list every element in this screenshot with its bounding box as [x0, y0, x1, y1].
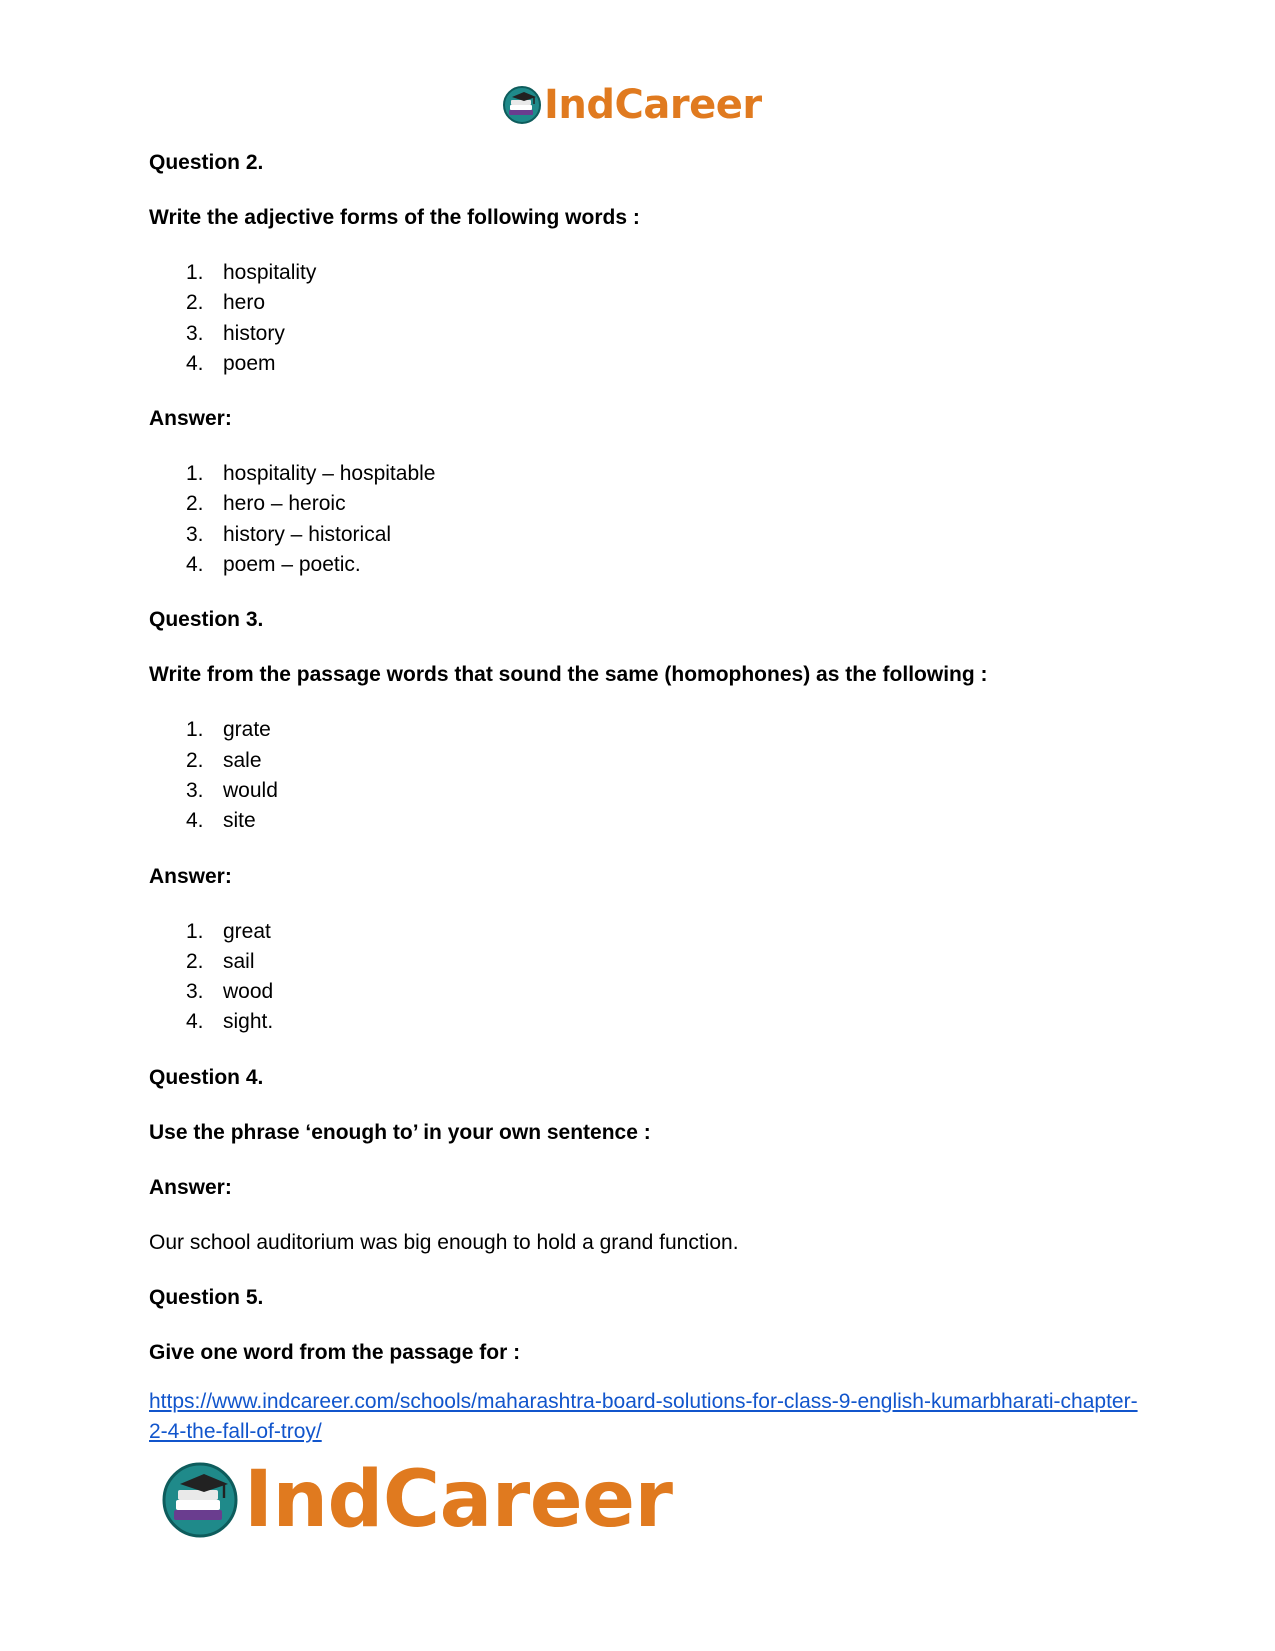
list-item: [149, 288, 1149, 318]
brand-name: IndCareer: [544, 82, 762, 128]
list-item: [149, 520, 1149, 550]
question-2-prompt: Write the adjective forms of the following words :: [149, 206, 640, 229]
list-number: 4.: [186, 553, 204, 577]
question-2-answer-list: [149, 459, 1149, 580]
list-item: [149, 459, 1149, 489]
question-4-heading: Question 4.: [149, 1065, 264, 1089]
question-5-prompt: Give one word from the passage for :: [149, 1340, 521, 1364]
list-number: 2.: [186, 492, 204, 516]
list-item-text: history – historical: [223, 522, 392, 546]
list-item-text: sale: [223, 748, 262, 772]
list-item-text: history: [223, 321, 285, 345]
list-number: 3.: [186, 778, 204, 802]
list-item: [149, 776, 1149, 806]
list-item: [149, 917, 1149, 947]
list-number: 1.: [186, 261, 204, 284]
list-number: 3.: [186, 321, 204, 345]
list-item: [149, 746, 1149, 776]
question-2-list: [149, 258, 1149, 379]
list-item-text: sight.: [223, 1010, 274, 1034]
question-3-answer-label: Answer:: [149, 864, 232, 888]
book-cap-emblem-icon: [502, 85, 542, 125]
list-item-text: poem: [223, 351, 276, 375]
list-number: 1.: [186, 718, 204, 742]
question-3-list: [149, 715, 1149, 836]
list-number: 4.: [186, 351, 204, 375]
list-number: 2.: [186, 748, 204, 772]
list-number: 2.: [186, 949, 204, 973]
list-item-text: grate: [223, 718, 271, 742]
list-item: [149, 947, 1149, 977]
list-item: [149, 1007, 1149, 1037]
list-item: [149, 977, 1149, 1007]
list-item: [149, 319, 1149, 349]
list-number: 4.: [186, 1010, 204, 1034]
question-3-prompt: Write from the passage words that sound the same (homophones) as the following :: [149, 663, 988, 687]
question-3-heading: Question 3.: [149, 608, 264, 632]
book-cap-emblem-icon: [160, 1460, 240, 1540]
list-item: [149, 715, 1149, 745]
document-body: [149, 148, 1149, 1368]
list-number: 2.: [186, 291, 204, 315]
list-item-text: poem – poetic.: [223, 553, 361, 577]
question-4-answer-text: Our school auditorium was big enough to hold a grand function.: [149, 1230, 739, 1254]
question-4-answer-label: Answer:: [149, 1175, 232, 1199]
brand-name: IndCareer: [244, 1455, 673, 1545]
header-logo: [502, 80, 762, 130]
list-number: 1.: [186, 462, 204, 486]
list-item-text: hospitality: [223, 261, 317, 284]
question-3-answer-list: [149, 917, 1149, 1038]
list-item-text: would: [223, 778, 278, 802]
list-item-text: sail: [223, 949, 255, 973]
list-item-text: hero: [223, 291, 266, 315]
list-number: 1.: [186, 919, 204, 943]
list-item-text: site: [223, 809, 256, 833]
list-item: [149, 550, 1149, 580]
question-4-prompt: Use the phrase ‘enough to’ in your own sentence :: [149, 1120, 651, 1144]
list-number: 3.: [186, 522, 204, 546]
question-2-heading: Question 2.: [149, 151, 264, 174]
list-number: 4.: [186, 809, 204, 833]
list-item: [149, 258, 1149, 288]
list-item-text: hospitality – hospitable: [223, 462, 436, 486]
list-number: 3.: [186, 980, 204, 1004]
question-2-answer-label: Answer:: [149, 407, 232, 431]
list-item-text: wood: [223, 980, 274, 1004]
source-link[interactable]: https://www.indcareer.com/schools/maharashtra-board-solutions-for-class-9-english-kumarbharati-chapter-2-4-the-fall-of-troy/: [149, 1390, 1138, 1443]
list-item-text: hero – heroic: [223, 492, 346, 516]
footer-logo: [160, 1455, 673, 1545]
question-5-heading: Question 5.: [149, 1285, 264, 1309]
list-item: [149, 806, 1149, 836]
list-item-text: great: [223, 919, 271, 943]
list-item: [149, 349, 1149, 379]
list-item: [149, 489, 1149, 519]
